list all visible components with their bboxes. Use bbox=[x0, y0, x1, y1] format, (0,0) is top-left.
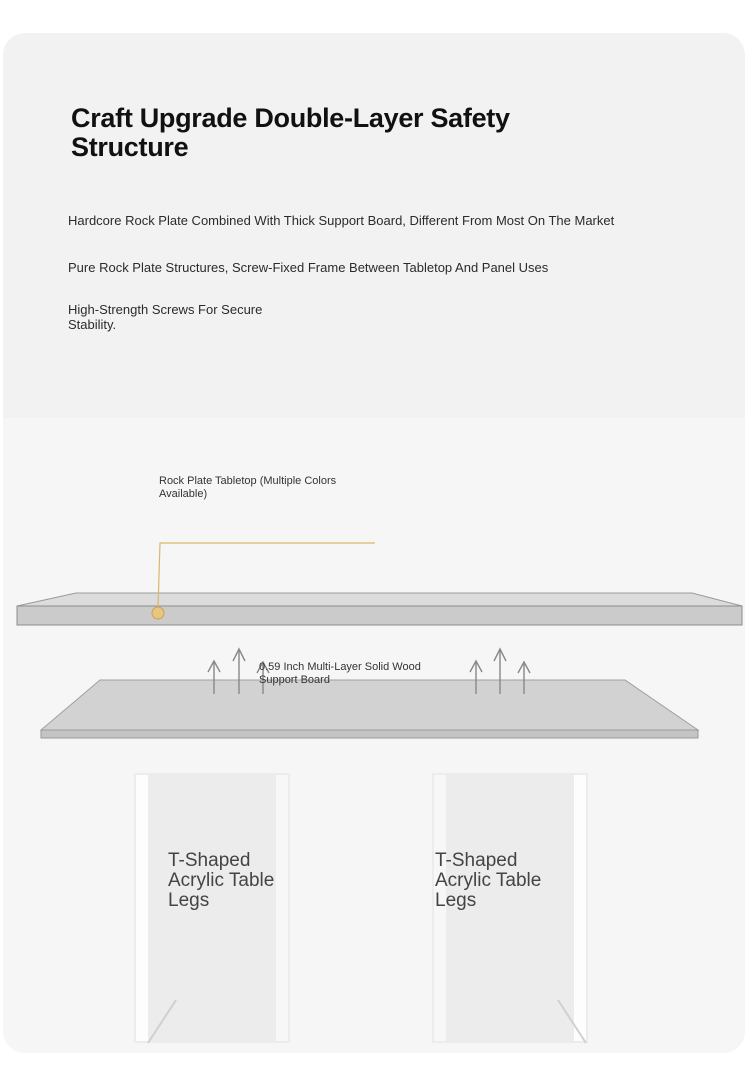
leg-left-label: T-Shaped Acrylic Table Legs bbox=[168, 850, 275, 911]
description-line-3: High-Strength Screws For Secure Stability. bbox=[68, 302, 263, 332]
tabletop-label: Rock Plate Tabletop (Multiple Colors Available) bbox=[159, 475, 337, 500]
support-board-label: 0.59 Inch Multi-Layer Solid Wood Support Board bbox=[259, 661, 421, 686]
description-line-1: Hardcore Rock Plate Combined With Thick Support Board, Different From Most On The Market bbox=[68, 213, 615, 228]
description-line-2: Pure Rock Plate Structures, Screw-Fixed Frame Between Tabletop And Panel Uses bbox=[68, 260, 549, 275]
page-title: Craft Upgrade Double-Layer Safety Structure bbox=[71, 103, 510, 162]
solid-wood-support-board bbox=[41, 680, 698, 738]
leg-right-label: T-Shaped Acrylic Table Legs bbox=[435, 850, 542, 911]
rock-plate-tabletop bbox=[17, 593, 742, 625]
